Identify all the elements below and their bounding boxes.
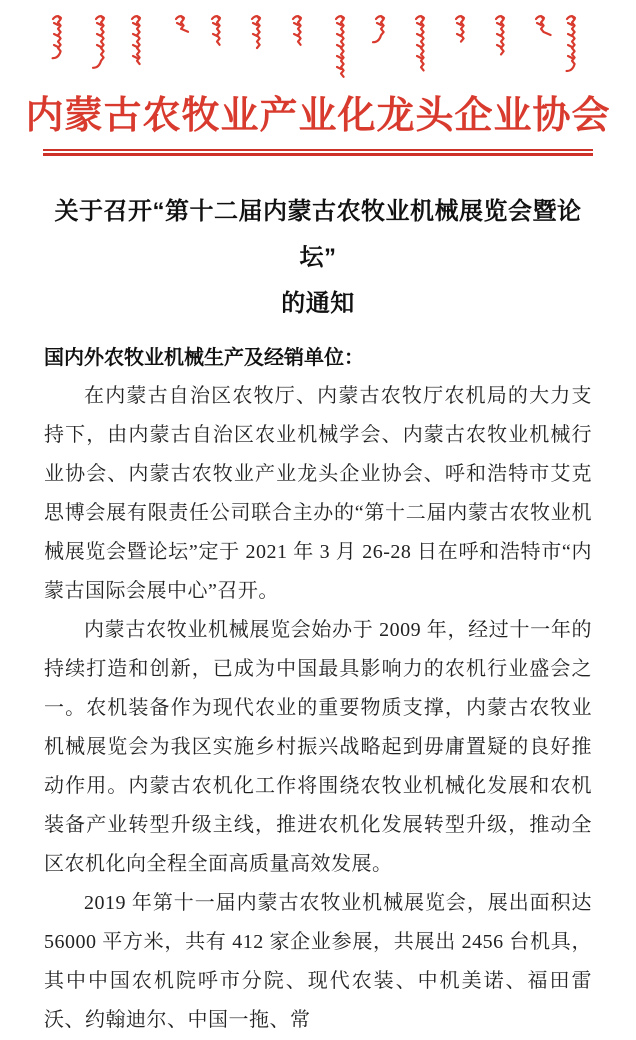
notice-title-line2: 的通知 <box>281 290 355 317</box>
paragraph-3: 2019 年第十一届内蒙古农牧业机械展览会，展出面积达 56000 平方米，共有 412 家企业参展，共展出 2456 台机具，其中中国农机院呼市分院、现代农装、中机美诺、福田雷沃、约翰迪尔、中国一拖、常 <box>44 892 592 1031</box>
notice-body <box>0 189 636 1040</box>
notice-title-line1: 关于召开“第十二届内蒙古农牧业机械展览会暨论坛” <box>54 198 582 271</box>
divider-line-thick <box>43 153 593 156</box>
letterhead <box>0 0 636 156</box>
letterhead-divider <box>43 149 593 156</box>
mongolian-script-banner <box>0 13 636 89</box>
paragraph-2: 内蒙古农牧业机械展览会始办于 2009 年，经过十一年的持续打造和创新，已成为中国最具影响力的农机行业盛会之一。农机装备作为现代农业的重要物质支撑，内蒙古农牧业机械展览会为我区实施乡村振兴战略起到毋庸置疑的良好推动作用。内蒙古农机化工作将围绕农牧业机械化发展和农机装备产业转型升级主线，推进农机化发展转型升级，推动全区农机化向全程全面高质量高效发展。 <box>44 619 592 875</box>
organization-name: 内蒙古农牧业产业化龙头企业协会 <box>25 95 611 137</box>
notice-title <box>44 189 592 327</box>
paragraph-1: 在内蒙古自治区农牧厅、内蒙古农牧厅农机局的大力支持下，由内蒙古自治区农业机械学会、内蒙古农牧业机械行业协会、内蒙古农牧业产业龙头企业协会、呼和浩特市艾克思博会展有限责任公司联合主办的“第十二届内蒙古农牧业机械展览会暨论坛”定于 2021 年 3 月 26-28 日在呼和浩特市“内蒙古国际会展中心”召开。 <box>44 385 592 602</box>
divider-line-thin <box>43 149 593 151</box>
salutation: 国内外农牧业机械生产及经销单位： <box>44 347 364 369</box>
mongolian-script-icon <box>44 13 592 89</box>
